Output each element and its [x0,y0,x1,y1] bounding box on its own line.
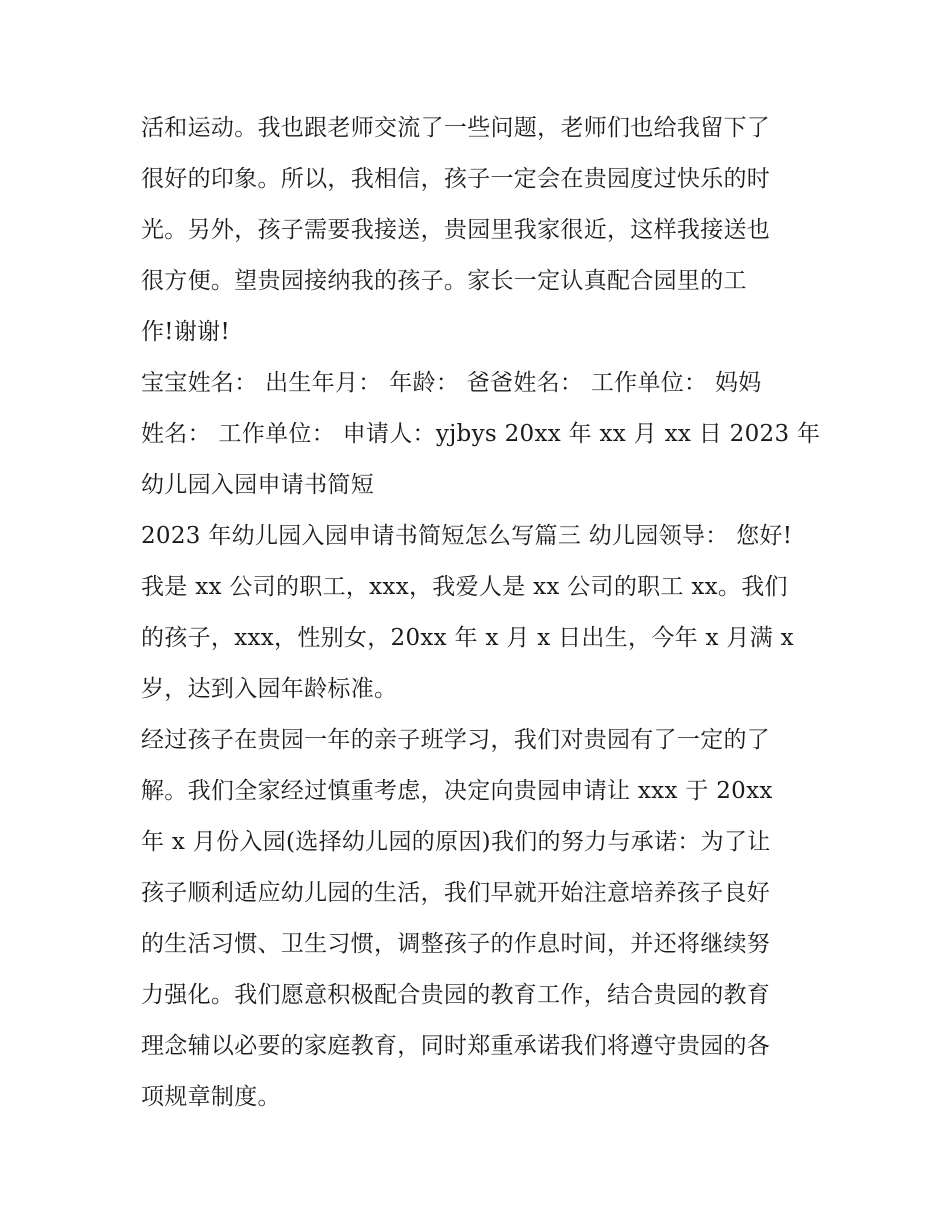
text-line: 经过孩子在贵园一年的亲子班学习，我们对贵园有了一定的了 [141,727,771,753]
text-line: 活和运动。我也跟老师交流了一些问题，老师们也给我留下了 [141,115,771,141]
text-line: 解。我们全家经过慎重考虑，决定向贵园申请让 xxx 于 20xx [141,778,773,804]
text-line: 岁，达到入园年龄标准。 [141,676,398,702]
text-line: 作!谢谢! [141,319,230,345]
text-line: 年 x 月份入园(选择幼儿园的原因)我们的努力与承诺：为了让 [141,829,771,855]
text-line: 我是 xx 公司的职工，xxx，我爱人是 xx 公司的职工 xx。我们 [141,574,788,600]
text-line: 的生活习惯、卫生习惯，调整孩子的作息时间，并还将继续努 [141,931,771,957]
text-line: 项规章制度。 [141,1084,281,1110]
text-line: 理念辅以必要的家庭教育，同时郑重承诺我们将遵守贵园的各 [141,1033,771,1059]
text-line: 宝宝姓名： 出生年月： 年龄： 爸爸姓名： 工作单位： 妈妈 [141,370,762,396]
text-line: 姓名： 工作单位： 申请人：yjbys 20xx 年 xx 月 xx 日 2023 年 [141,421,821,447]
document-body [141,103,821,1123]
text-line: 很好的印象。所以，我相信，孩子一定会在贵园度过快乐的时 [141,166,771,192]
text-line: 光。另外，孩子需要我接送，贵园里我家很近，这样我接送也 [141,217,771,243]
text-line: 孩子顺利适应幼儿园的生活，我们早就开始注意培养孩子良好 [141,880,771,906]
text-line: 的孩子，xxx，性别女，20xx 年 x 月 x 日出生，今年 x 月满 x [141,625,794,651]
text-line: 2023 年幼儿园入园申请书简短怎么写篇三 幼儿园领导： 您好! [141,523,793,549]
text-line: 幼儿园入园申请书简短 [141,472,374,498]
text-line: 很方便。望贵园接纳我的孩子。家长一定认真配合园里的工 [141,268,747,294]
text-line: 力强化。我们愿意积极配合贵园的教育工作，结合贵园的教育 [141,982,771,1008]
